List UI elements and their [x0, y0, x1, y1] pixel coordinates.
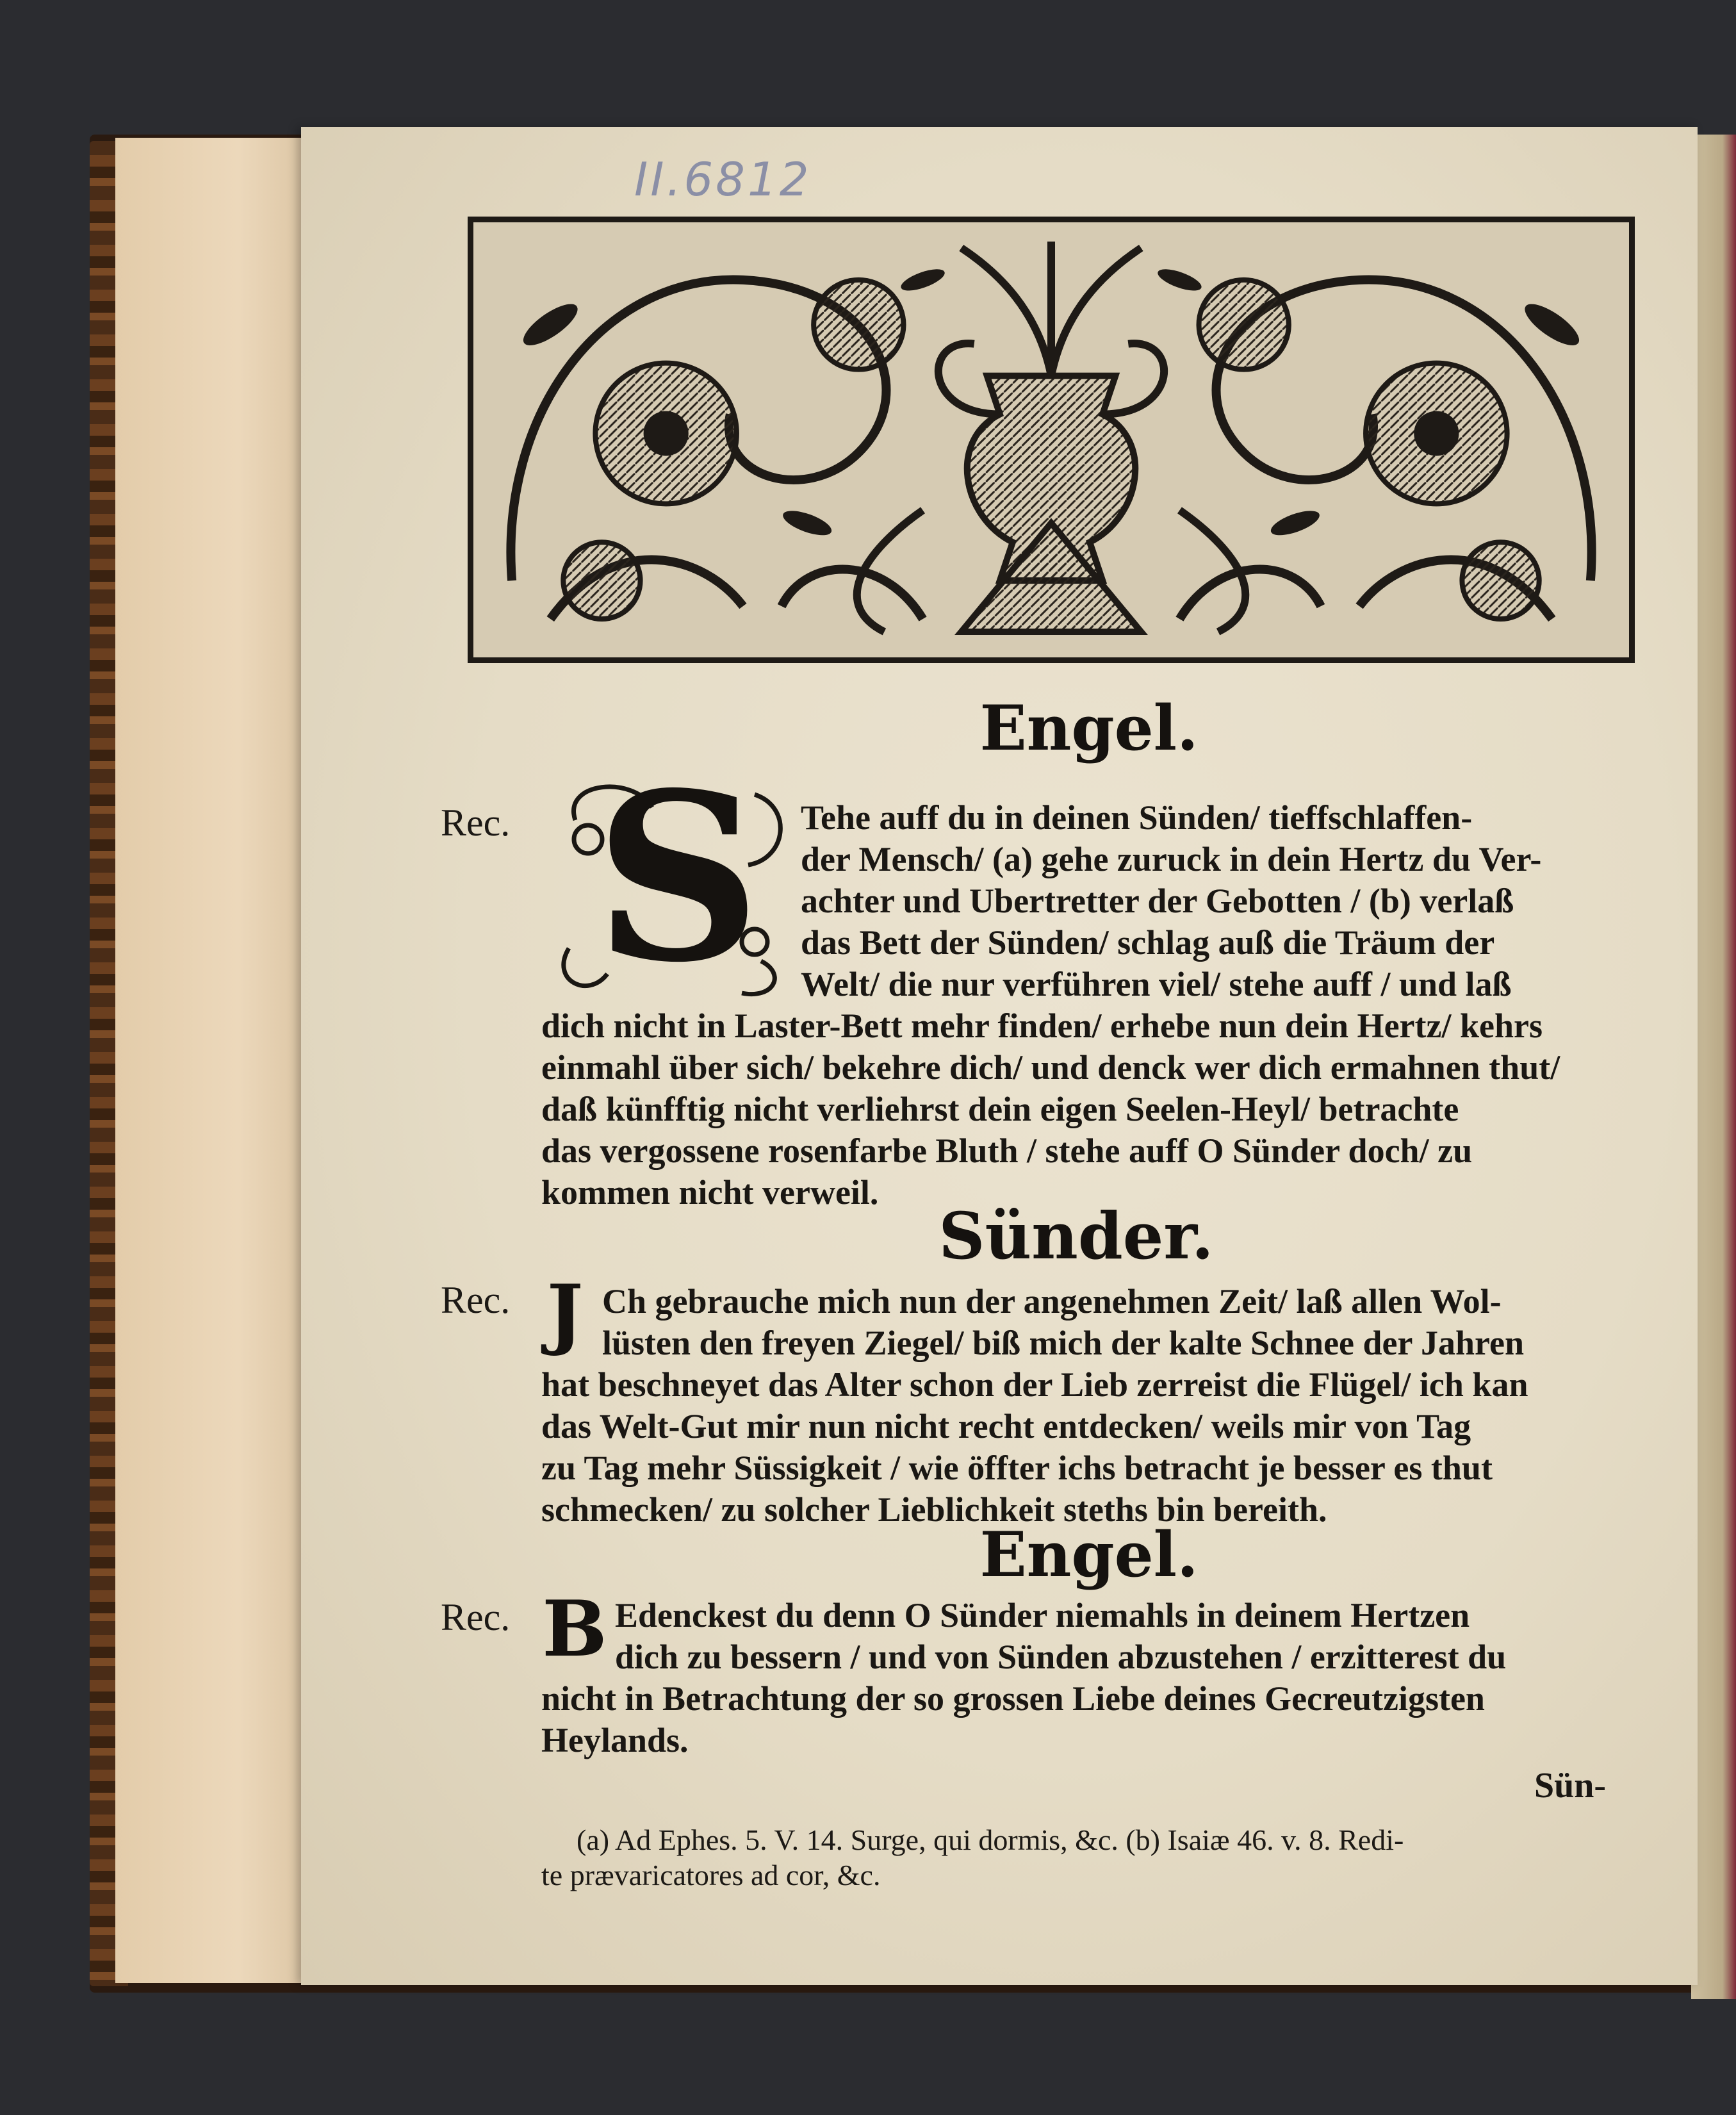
- rec-label-1: Rec.: [441, 802, 511, 844]
- heading-suender: Sünder.: [938, 1198, 1214, 1274]
- heading-engel-2: Engel.: [979, 1518, 1199, 1591]
- footnote-line-1: (a) Ad Ephes. 5. V. 14. Surge, qui dormis, &c. (b) Isaiæ 46. v. 8. Redi-: [577, 1823, 1404, 1856]
- rec-label-2: Rec.: [441, 1279, 511, 1321]
- section3-line-4: Heylands.: [541, 1721, 689, 1759]
- dropcap-s: [550, 742, 793, 1013]
- section1-line-3: achter und Ubertretter der Gebotten / (b) verlaß: [801, 882, 1514, 920]
- heading-engel-1: Engel.: [979, 692, 1199, 764]
- rec-label-3: Rec.: [441, 1596, 511, 1638]
- section1-line-7: einmahl über sich/ bekehre dich/ und denck wer dich ermahnen thut/: [541, 1048, 1560, 1087]
- section3-line-3: nicht in Betrachtung der so grossen Liebe deines Gecreutzigsten: [541, 1679, 1485, 1718]
- endpaper: [115, 138, 320, 1983]
- section2-line-4: das Welt-Gut mir nun nicht recht entdecken/ weils mir von Tag: [541, 1407, 1471, 1445]
- dropcap-letter-b: B: [542, 1584, 607, 1674]
- footnote-line-2: te prævaricatores ad cor, &c.: [541, 1859, 881, 1891]
- section2-line-5: zu Tag mehr Süssigkeit / wie öffter ichs betracht je besser es thut: [541, 1449, 1493, 1487]
- dropcap-letter-j: J: [546, 1268, 584, 1358]
- section1-line-10: kommen nicht verweil.: [541, 1173, 879, 1212]
- section1-line-8: daß künfftig nicht verliehrst dein eigen Seelen-Heyl/ betrachte: [541, 1090, 1459, 1128]
- page-edge: [1691, 135, 1736, 1999]
- section1-line-1: Tehe auff du in deinen Sünden/ tieffschlaffen-: [801, 798, 1473, 837]
- ornament-pattern: [473, 222, 1629, 657]
- catchword: Sün-: [1534, 1766, 1607, 1806]
- section1-line-4: das Bett der Sünden/ schlag auß die Träum der: [801, 923, 1495, 962]
- section1-line-6: dich nicht in Laster-Bett mehr finden/ erhebe nun dein Hertz/ kehrs: [541, 1007, 1543, 1045]
- section3-line-1: Edenckest du denn O Sünder niemahls in deinem Hertzen: [615, 1596, 1470, 1634]
- dropcap-letter-s: S: [594, 742, 761, 1013]
- section2-line-3: hat beschneyet das Alter schon der Lieb zerreist die Flügel/ ich kan: [541, 1365, 1528, 1404]
- section1-line-2: der Mensch/ (a) gehe zuruck in dein Hertz du Ver-: [801, 840, 1542, 878]
- section1-line-9: das vergossene rosenfarbe Bluth / stehe auff O Sünder doch/ zu: [541, 1132, 1473, 1170]
- section1-line-5: Welt/ die nur verführen viel/ stehe auff / und laß: [801, 965, 1512, 1003]
- ornament-headpiece: [468, 217, 1635, 663]
- section3-line-2: dich zu bessern / und von Sünden abzustehen / erzitterest du: [615, 1638, 1507, 1676]
- shelfmark: II.6812: [634, 152, 812, 206]
- section2-line-2: lüsten den freyen Ziegel/ biß mich der kalte Schnee der Jahren: [602, 1324, 1525, 1362]
- section2-line-6: schmecken/ zu solcher Lieblichkeit steths bin bereith.: [541, 1490, 1327, 1529]
- section2-line-1: Ch gebrauche mich nun der angenehmen Zeit/ laß allen Wol-: [602, 1282, 1502, 1321]
